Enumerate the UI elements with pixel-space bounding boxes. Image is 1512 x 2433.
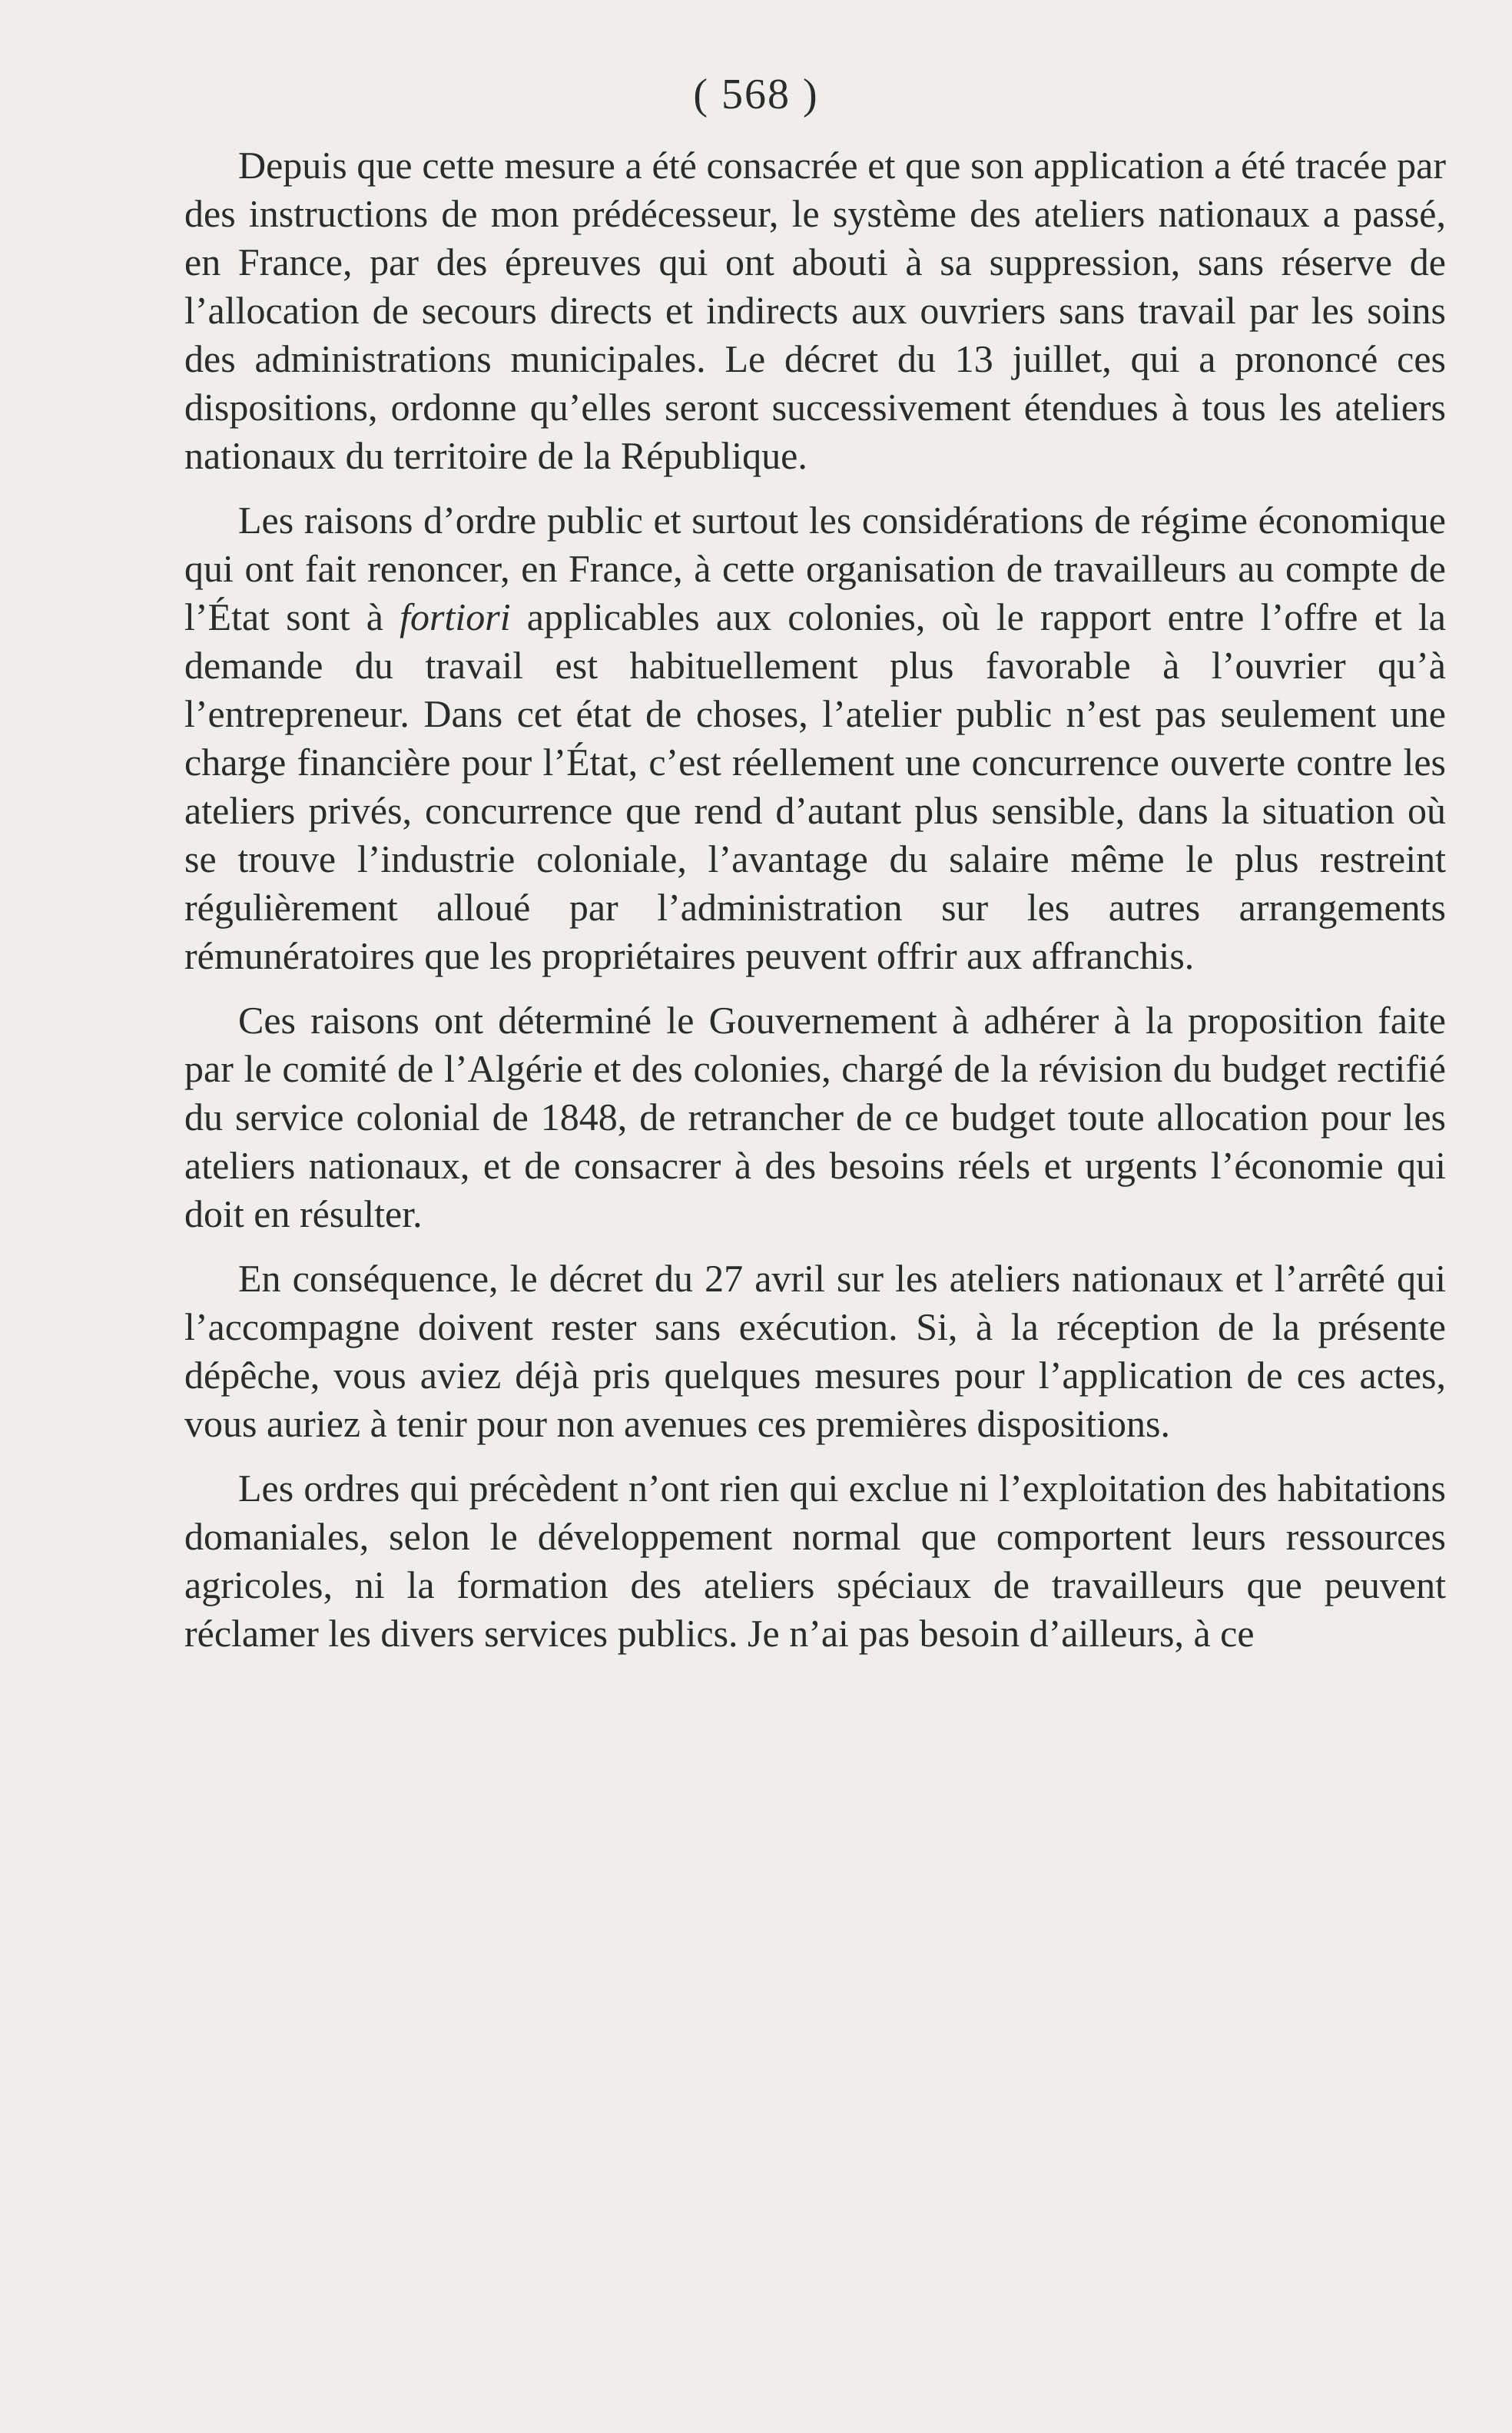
paragraph-1: Depuis que cette mesure a été consacrée et que son application a été tracée par des instructions de mon prédécesseur, le système des ateliers nationaux a passé, en France, par des épreuves qui ont abouti à sa suppression, sans réserve de l’allocation de secours directs et indirects aux ouvriers sans travail par les soins des administrations municipales. Le décret du 13 juillet, qui a prononcé ces dispositions, ordonne qu’elles seront successivement étendues à tous les ateliers nationaux du territoire de la République. (184, 144, 1446, 477)
paragraph-2-text-before-italic: Les raisons d’ordre public et surtout les considérations de régime économique qui ont fait renoncer, en France, à cette organisation de travailleurs au compte de l’État sont à (184, 499, 1446, 638)
paragraph-4: En conséquence, le décret du 27 avril sur les ateliers nationaux et l’arrêté qui l’accompagne doivent rester sans exécution. Si, à la réception de la présente dépêche, vous aviez déjà pris quelques mesures pour l’application de ces actes, vous auriez à tenir pour non avenues ces premières dispositions. (184, 1257, 1446, 1445)
italic-fortiori: fortiori (400, 595, 511, 638)
paragraph-5: Les ordres qui précèdent n’ont rien qui exclue ni l’exploitation des habitations domaniales, selon le développement normal que comportent leurs ressources agricoles, ni la formation des ateliers spéciaux de travailleurs que peuvent réclamer les divers services publics. Je n’ai pas besoin d’ailleurs, à ce (184, 1467, 1446, 1655)
page-number-header: ( 568 ) (693, 71, 819, 118)
paragraph-2-text-after-italic: applicables aux colonies, où le rapport entre l’offre et la demande du travail est habituellement plus favorable à l’ouvrier qu’à l’entrepreneur. Dans cet état de choses, l’atelier public n’est pas seulement une charge financière pour l’État, c’est réellement une concurrence ouverte contre les ateliers privés, concurrence que rend d’autant plus sensible, dans la situation où se trouve l’industrie coloniale, l’avantage du salaire même le plus restreint régulièrement alloué par l’administration sur les autres arrangements rémunératoires que les propriétaires peuvent offrir aux affranchis. (184, 595, 1446, 977)
document-text-block (184, 141, 1446, 1658)
paragraph-3: Ces raisons ont déterminé le Gouvernement à adhérer à la proposition faite par le comité de l’Algérie et des colonies, chargé de la révision du budget rectifié du service colonial de 1848, de retrancher de ce budget toute allocation pour les ateliers nationaux, et de consacrer à des besoins réels et urgents l’économie qui doit en résulter. (184, 999, 1446, 1235)
paragraph-2 (184, 496, 1446, 980)
